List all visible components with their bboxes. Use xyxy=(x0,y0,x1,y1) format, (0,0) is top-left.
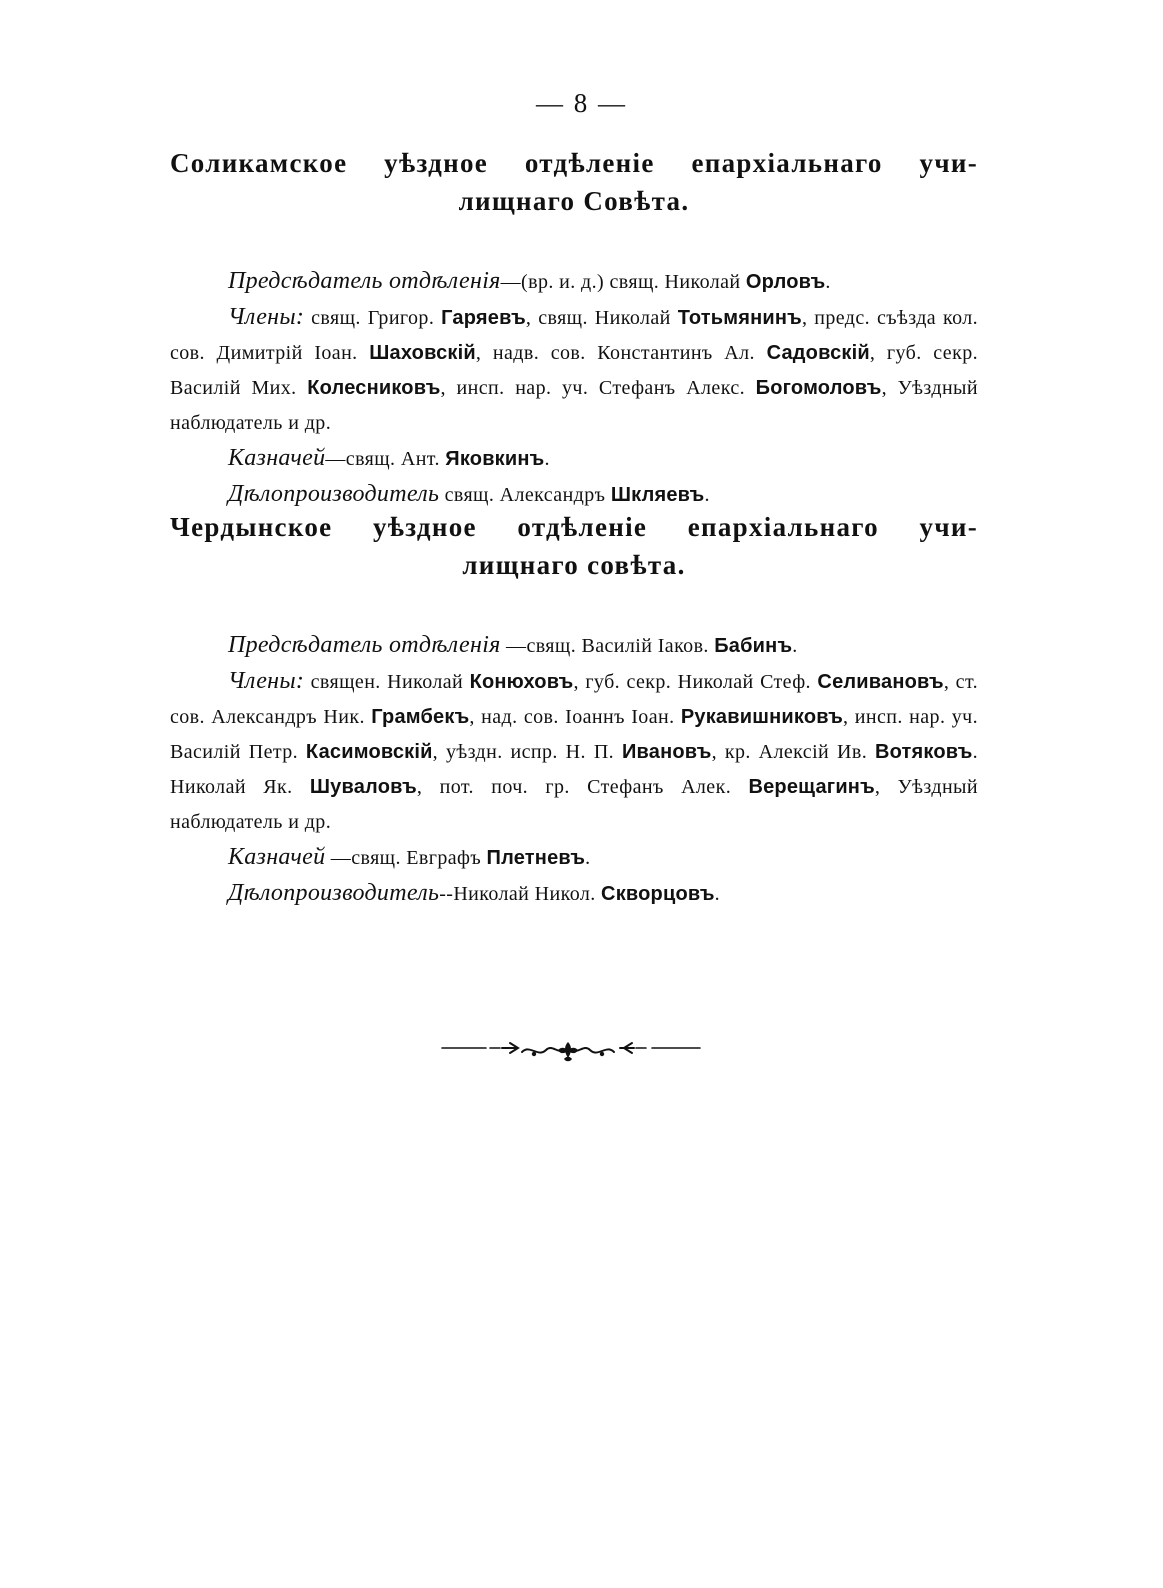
heading-line: Чердынское уѣздное отдѣленіе епархіальнаго учи- xyxy=(170,512,978,542)
text-run: . xyxy=(544,448,550,470)
role-label: Дѣлопроизводитель xyxy=(228,481,440,507)
floral-divider-icon xyxy=(440,1032,702,1072)
text-run: . xyxy=(792,635,798,657)
person-surname: Садовскій xyxy=(766,342,870,364)
text-run: , пот. поч. гр. Стефанъ Алек. xyxy=(416,776,749,798)
role-label: Члены: xyxy=(228,668,305,694)
text-run: , надв. сов. Константинъ Ал. xyxy=(475,342,767,364)
heading-line: лищнаго совѣта. xyxy=(462,550,686,580)
section-body xyxy=(170,264,978,513)
text-run: , инсп. нар. уч. Василій Петр. xyxy=(170,706,978,763)
members-paragraph xyxy=(170,300,978,441)
text-run: . xyxy=(714,883,721,905)
text-run: , губ. секр. Николай Стеф. xyxy=(573,671,818,693)
section-cherdyn xyxy=(170,508,978,912)
person-surname: Скворцовъ xyxy=(601,883,715,905)
clerk-paragraph xyxy=(170,876,978,912)
text-run: , кр. Алексій Ив. xyxy=(711,741,875,763)
person-surname: Богомоловъ xyxy=(755,377,882,399)
treasurer-paragraph xyxy=(170,441,978,477)
text-run: —(вр. и. д.) свящ. Николай xyxy=(500,271,746,293)
person-surname: Касимовскій xyxy=(305,741,433,763)
person-surname: Яковкинъ xyxy=(445,448,545,470)
role-label: Предсѣдатель отдѣленія xyxy=(228,632,501,658)
person-surname: Рукавишниковъ xyxy=(680,706,844,728)
person-surname: Бабинъ xyxy=(714,635,793,657)
page-number: — 8 — xyxy=(536,88,627,118)
role-label: Члены: xyxy=(228,304,305,330)
person-surname: Шаховскій xyxy=(369,342,476,364)
section-heading xyxy=(170,508,978,584)
text-run: . xyxy=(585,847,591,869)
text-run: , предс. съѣзда кол. сов. Димитрій Іоан. xyxy=(170,307,978,364)
person-surname: Колесниковъ xyxy=(307,377,441,399)
text-run: , инсп. нар. уч. Стефанъ Алекс. xyxy=(440,377,756,399)
person-surname: Селивановъ xyxy=(817,671,944,693)
text-run: , уѣздн. испр. Н. П. xyxy=(432,741,622,763)
person-surname: Гаряевъ xyxy=(441,307,526,329)
text-run: свящ. Александръ xyxy=(439,484,611,506)
text-run: . xyxy=(704,484,710,506)
heading-line: лищнаго Совѣта. xyxy=(458,186,690,216)
text-run: , Уѣздный наблюдатель и др. xyxy=(170,377,978,434)
text-run: , губ. секр. Василій Мих. xyxy=(170,342,978,399)
text-run: —свящ. Евграфъ xyxy=(325,847,487,869)
members-paragraph xyxy=(170,664,978,840)
text-run: , Уѣздный наблюдатель и др. xyxy=(170,776,978,833)
heading-line: Соликамское уѣздное отдѣленіе епархіальнаго учи- xyxy=(170,148,978,178)
text-run: --Николай Никол. xyxy=(439,883,602,905)
treasurer-paragraph xyxy=(170,840,978,876)
text-run: , ст. сов. Александръ Ник. xyxy=(170,671,978,728)
role-label: Казначей xyxy=(228,844,326,870)
person-surname: Плетневъ xyxy=(486,847,586,869)
person-surname: Шуваловъ xyxy=(309,776,417,798)
person-surname: Верещагинъ xyxy=(748,776,875,798)
person-surname: Орловъ xyxy=(745,271,826,293)
text-run: , над. сов. Іоаннъ Іоан. xyxy=(469,706,681,728)
person-surname: Грамбекъ xyxy=(371,706,470,728)
text-run: , свящ. Николай xyxy=(525,307,678,329)
text-run: свящ. Григор. xyxy=(304,307,442,329)
text-run: —свящ. Василій Іаков. xyxy=(500,635,715,657)
section-solikamsk xyxy=(170,144,978,513)
person-surname: Ивановъ xyxy=(621,741,712,763)
text-run: священ. Николай xyxy=(304,671,470,693)
person-surname: Вотяковъ xyxy=(875,741,973,763)
text-run: —свящ. Ант. xyxy=(325,448,446,470)
chairman-paragraph xyxy=(170,264,978,300)
person-surname: Конюховъ xyxy=(469,671,574,693)
role-label: Предсѣдатель отдѣленія xyxy=(228,268,501,294)
text-run: . xyxy=(825,271,831,293)
person-surname: Тотьмянинъ xyxy=(677,307,802,329)
text-run: . Николай Як. xyxy=(170,741,978,798)
role-label: Казначей xyxy=(228,445,326,471)
person-surname: Шкляевъ xyxy=(610,484,705,506)
section-heading xyxy=(170,144,978,220)
section-body xyxy=(170,628,978,912)
role-label: Дѣлопроизводитель xyxy=(228,880,440,906)
chairman-paragraph xyxy=(170,628,978,664)
